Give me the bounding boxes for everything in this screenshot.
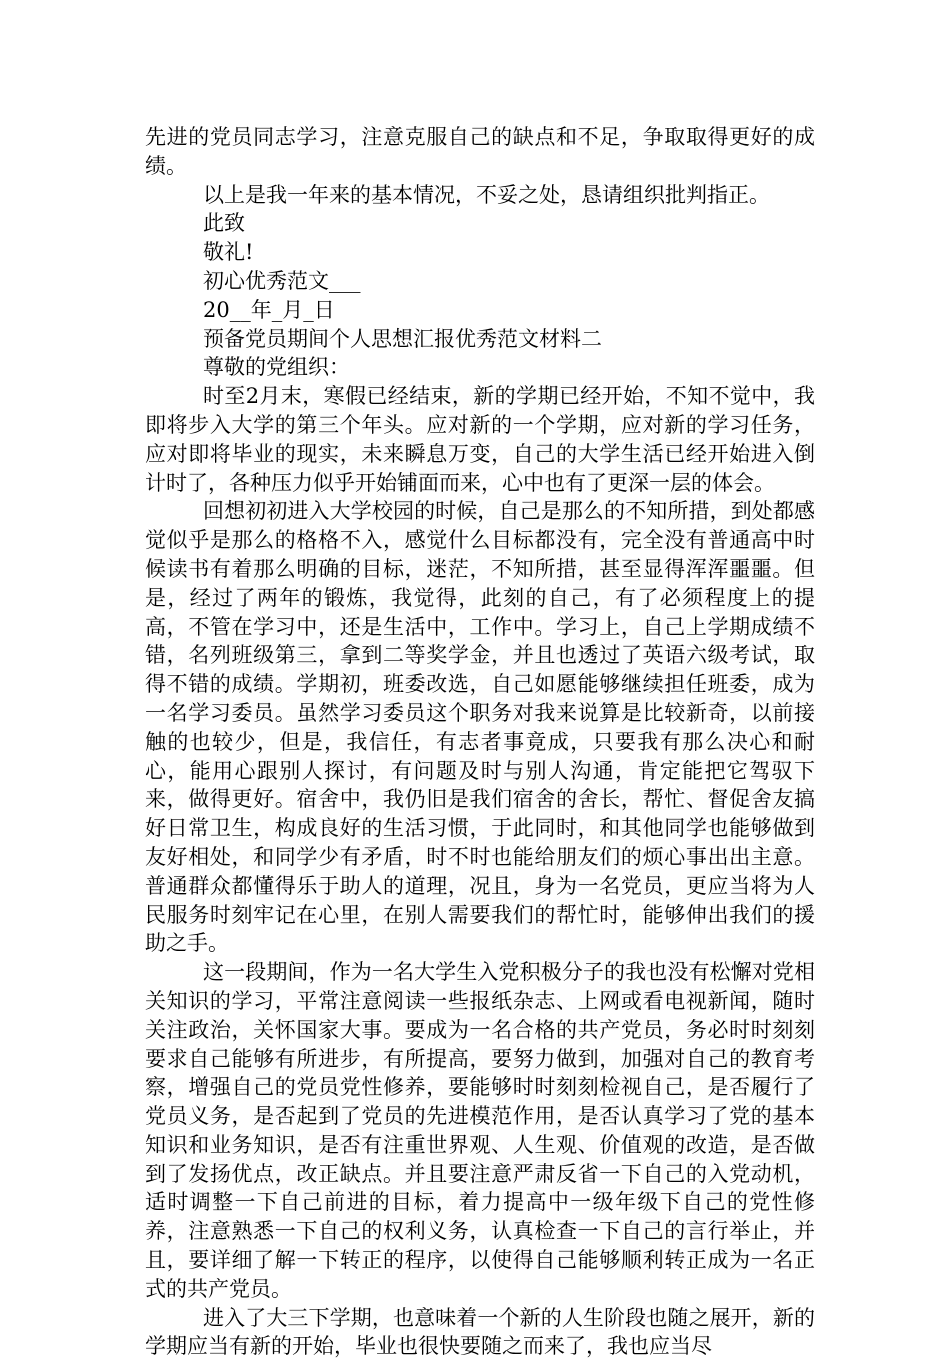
closing-salutation: 此致 [203, 211, 245, 236]
paragraph-reflection: 回想初初进入大学校园的时候，自己是那么的不知所措，到处都感觉似乎是那么的格格不入，感觉什么目标都没有，完全没有普通高中时候读书有着那么明确的目标，迷茫，不知所措，甚至显得浑浑噩噩。但是，经过了两年的锻炼，我觉得，此刻的自己，有了必须程度上的提高，不管在学习中，还是生活中，工作中。学习上，自己上学期成绩不错，名列班级第三，拿到二等奖学金，并且也透过了英语六级考试，取得不错的成绩。学期初，班委改选，自己如愿能够继续担任班委，成为一名学习委员。虽然学习委员这个职务对我来说算是比较新奇，以前接触的也较少，但是，我信任，有志者事竟成，只要我有那么决心和耐心，能用心跟别人探讨，有问题及时与别人沟通，肯定能把它驾驭下来，做得更好。宿舍中，我仍旧是我们宿舍的舍长，帮忙、督促舍友搞好日常卫生，构成良好的生活习惯，于此同时，和其他同学也能够做到友好相处，和同学少有矛盾，时不时也能给朋友们的烦心事出出主意。普通群众都懂得乐于助人的道理，况且，身为一名党员，更应当将为人民服务时刻牢记在心里，在别人需要我们的帮忙时，能够伸出我们的援助之手。 [145, 499, 815, 956]
paragraph-new-semester: 进入了大三下学期，也意味着一个新的人生阶段也随之展开，新的学期应当有新的开始，毕业也很快要随之而来了，我也应当尽 [145, 1305, 815, 1359]
paragraph-continued: 先进的党员同志学习，注意克服自己的缺点和不足，争取取得更好的成绩。 [145, 125, 815, 178]
paragraph-summary: 以上是我一年来的基本情况，不妥之处，恳请组织批判指正。 [203, 182, 770, 207]
document-body [145, 123, 815, 1361]
date-line: 20__年_月_日 [203, 297, 335, 322]
paragraph-study: 这一段期间，作为一名大学生入党积极分子的我也没有松懈对党相关知识的学习，平常注意阅读一些报纸杂志、上网或看电视新闻，随时关注政治，关怀国家大事。要成为一名合格的共产党员，务必时时刻刻要求自己能够有所进步，有所提高，要努力做到，加强对自己的教育考察，增强自己的党员党性修养，要能够时时刻刻检视自己，是否履行了党员义务，是否起到了党员的先进模范作用，是否认真学习了党的基本知识和业务知识，是否有注重世界观、人生观、价值观的改造，是否做到了发扬优点，改正缺点。并且要注意严肃反省一下自己的入党动机，适时调整一下自己前进的目标，着力提高中一级年级下自己的党性修养，注意熟悉一下自己的权利义务，认真检查一下自己的言行举止，并且，要详细了解一下转正的程序，以使得自己能够顺利转正成为一名正式的共产党员。 [145, 960, 815, 1301]
closing-regards: 敬礼! [203, 240, 254, 265]
signature-line: 初心优秀范文___ [203, 268, 361, 293]
paragraph-intro: 时至2月末，寒假已经结束，新的学期已经开始，不知不觉中，我即将步入大学的第三个年头。应对新的一个学期，应对新的学习任务，应对即将毕业的现实，未来瞬息万变，自己的大学生活已经开始进入倒计时了，各种压力似乎开始铺面而来，心中也有了更深一层的体会。 [145, 384, 815, 495]
greeting: 尊敬的党组织： [203, 355, 350, 380]
section-title: 预备党员期间个人思想汇报优秀范文材料二 [203, 326, 602, 351]
